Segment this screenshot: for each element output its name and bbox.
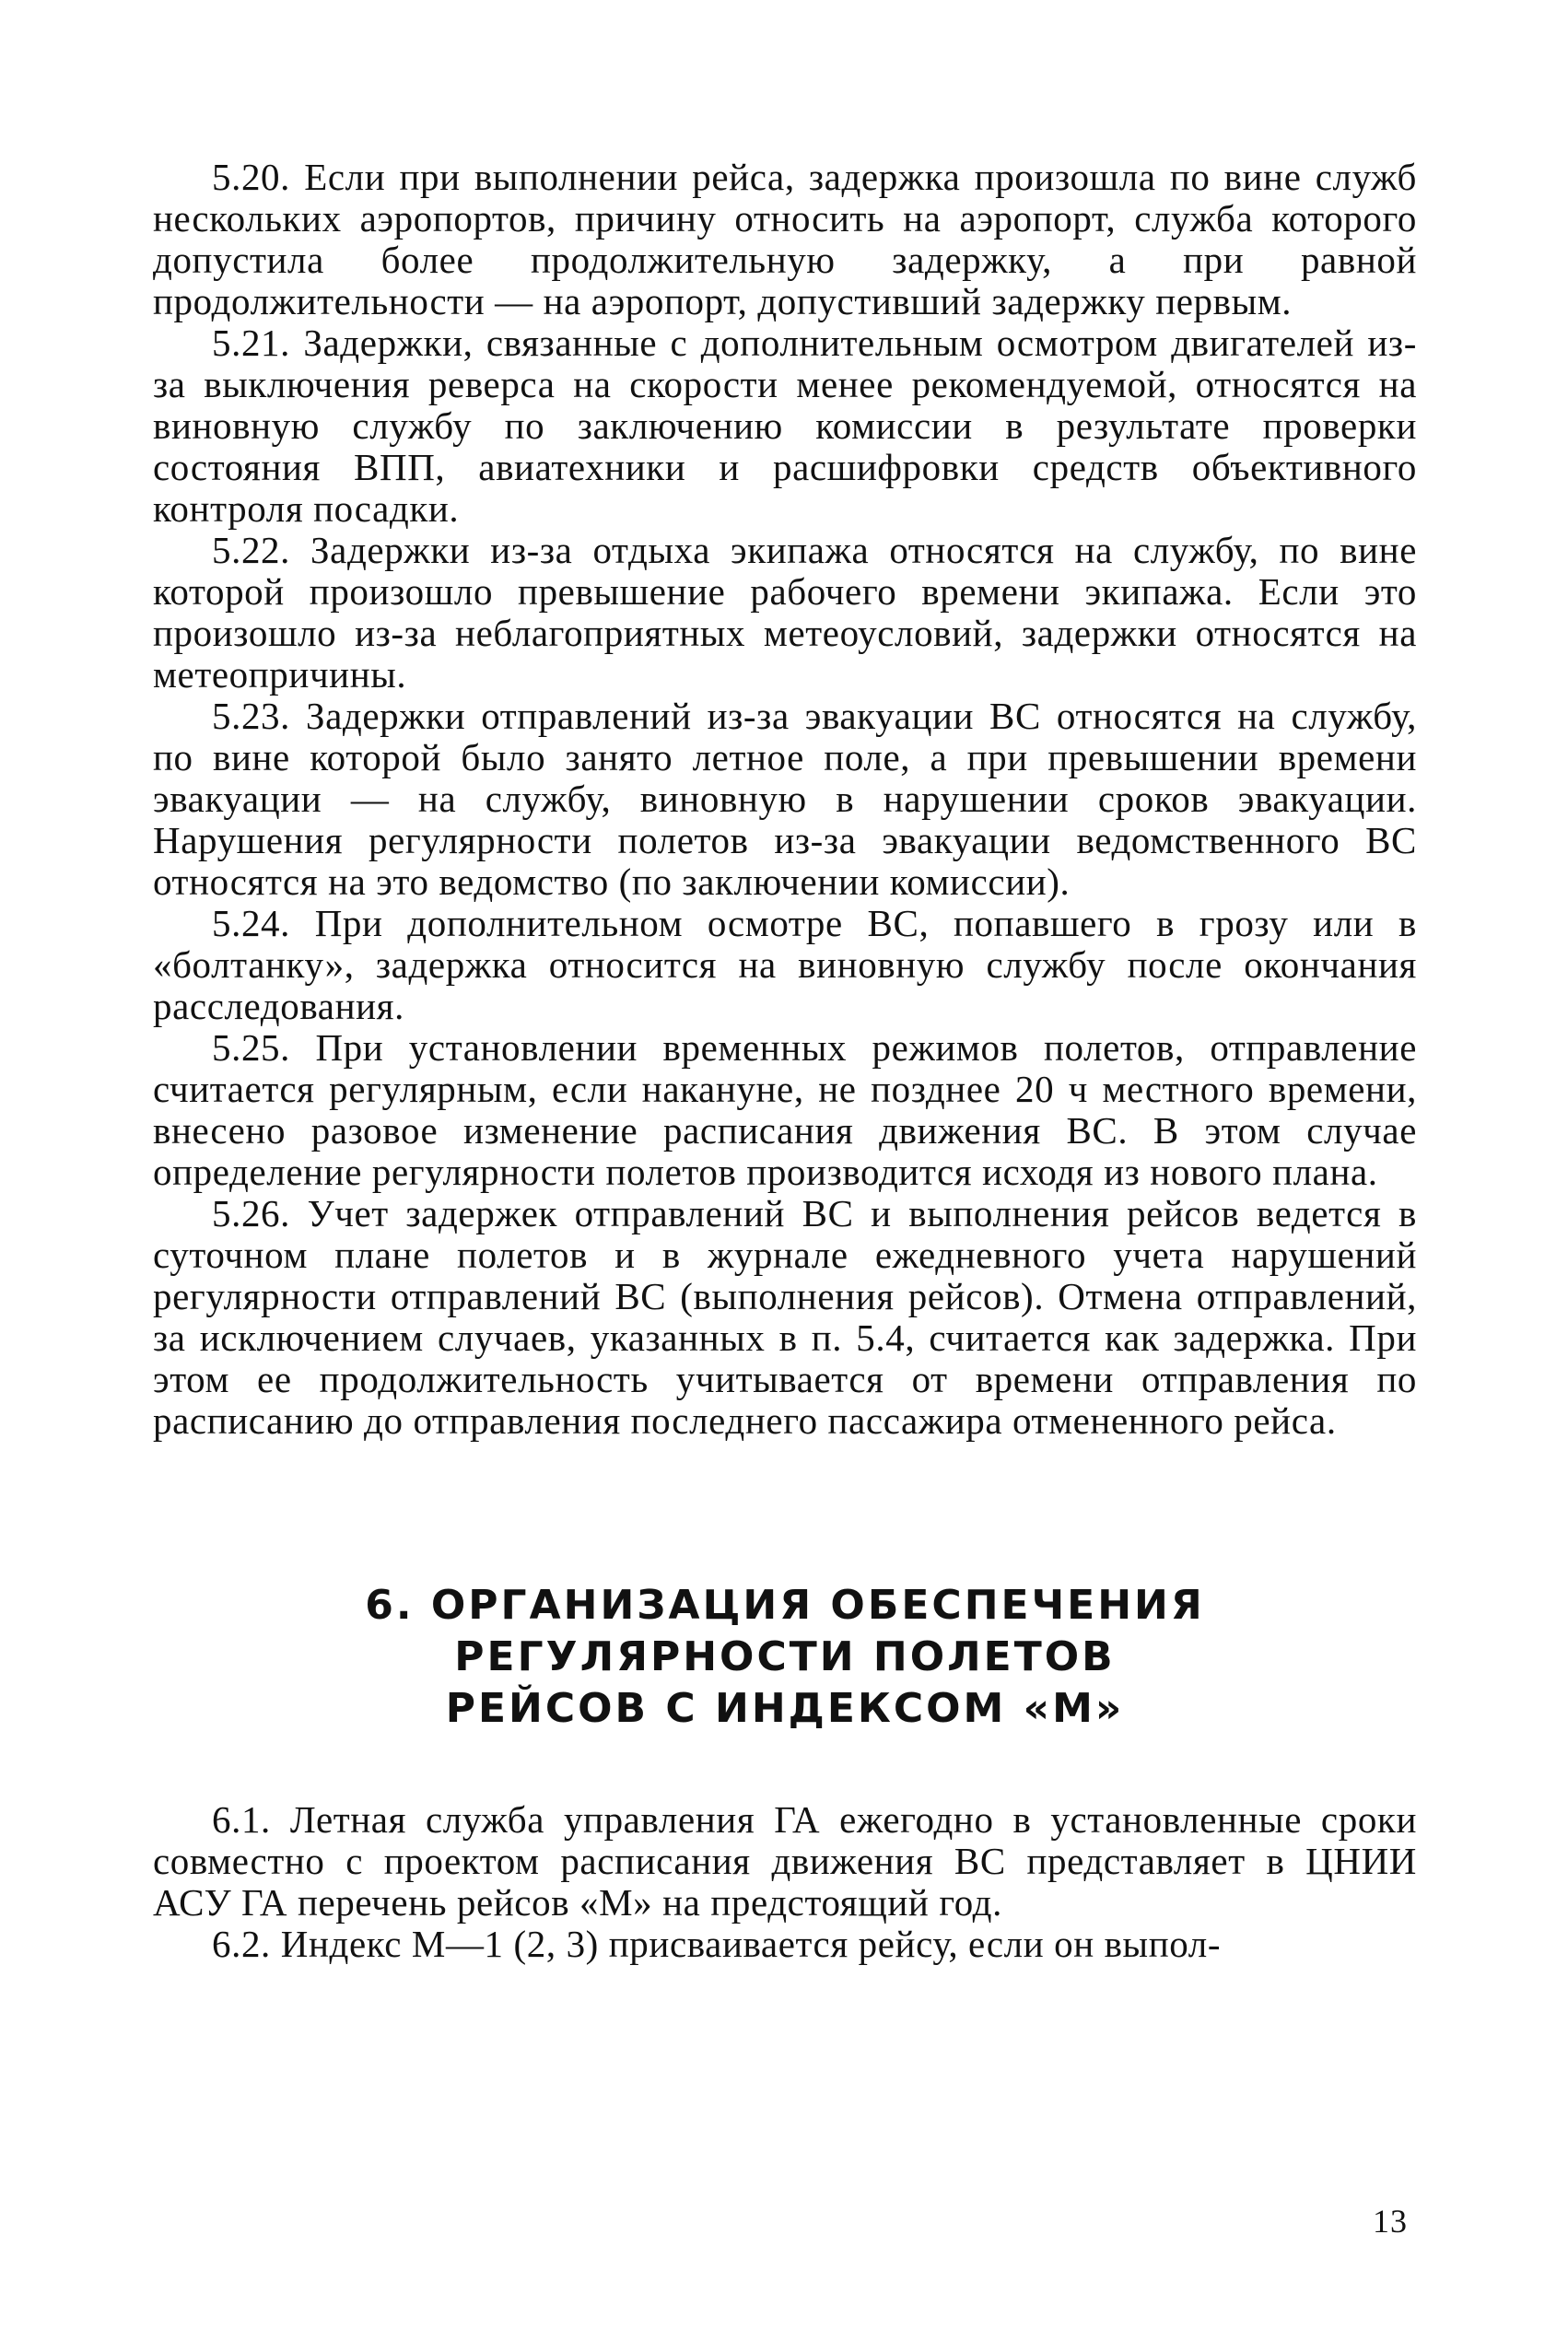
paragraph-6-2: 6.2. Индекс М—1 (2, 3) присваивается рейсу, если он выпол-	[212, 1923, 1222, 1965]
paragraph-5-21: 5.21. Задержки, связанные с дополнительным осмотром двигателей из-за выключения реверса на скорости менее рекомендуемой, относятся на виновную службу по заключению комиссии в результате проверки состояния ВПП, авиатехники и расшифровки средств объективного контроля посадки.	[153, 322, 1417, 530]
paragraph-5-20: 5.20. Если при выполнении рейса, задержка произошла по вине служб нескольких аэропортов, причину относить на аэропорт, служба которого допустила более продолжительную задержку, а при равной продолжительности — на аэропорт, допустивший задержку первым.	[153, 156, 1417, 322]
paragraph-5-23: 5.23. Задержки отправлений из-за эвакуации ВС относятся на службу, по вине которой было занято летное поле, а при превышении времени эвакуации — на службу, виновную в нарушении сроков эвакуации. Нарушения регулярности полетов из-за эвакуации ведомственного ВС относятся на это ведомство (по заключении комиссии).	[153, 695, 1417, 903]
paragraph-5-22: 5.22. Задержки из-за отдыха экипажа относятся на службу, по вине которой произошло превышение рабочего времени экипажа. Если это произошло из-за неблагоприятных метеоусловий, задержки относятся на метеопричины.	[153, 529, 1417, 696]
heading-line-3: РЕЙСОВ С ИНДЕКСОМ «М»	[445, 1685, 1125, 1732]
page-number: 13	[1373, 2203, 1408, 2240]
paragraph-5-26: 5.26. Учет задержек отправлений ВС и выполнения рейсов ведется в суточном плане полетов и в журнале ежедневного учета нарушений регулярности отправлений ВС (выполнения рейсов). Отмена отправлений, за исключением случаев, указанных в п. 5.4, считается как задержка. При этом ее продолжительность учитывается от времени отправления по расписанию до отправления последнего пассажира отмененного рейса.	[153, 1192, 1417, 1442]
document-page	[153, 157, 1417, 1965]
heading-line-2: РЕГУЛЯРНОСТИ ПОЛЕТОВ	[454, 1633, 1116, 1680]
paragraph-5-25: 5.25. При установлении временных режимов полетов, отправление считается регулярным, если накануне, не позднее 20 ч местного времени, внесено разовое изменение расписания движения ВС. В этом случае определение регулярности полетов производится исходя из нового плана.	[153, 1026, 1417, 1193]
paragraph-6-1: 6.1. Летная служба управления ГА ежегодно в установленные сроки совместно с проектом расписания движения ВС представляет в ЦНИИ АСУ ГА перечень рейсов «М» на предстоящий год.	[153, 1798, 1417, 1924]
paragraph-5-24: 5.24. При дополнительном осмотре ВС, попавшего в грозу или в «болтанку», задержка относится на виновную службу после окончания расследования.	[153, 902, 1417, 1027]
heading-line-1: 6. ОРГАНИЗАЦИЯ ОБЕСПЕЧЕНИЯ	[365, 1582, 1205, 1629]
section-6-heading	[153, 1580, 1417, 1735]
